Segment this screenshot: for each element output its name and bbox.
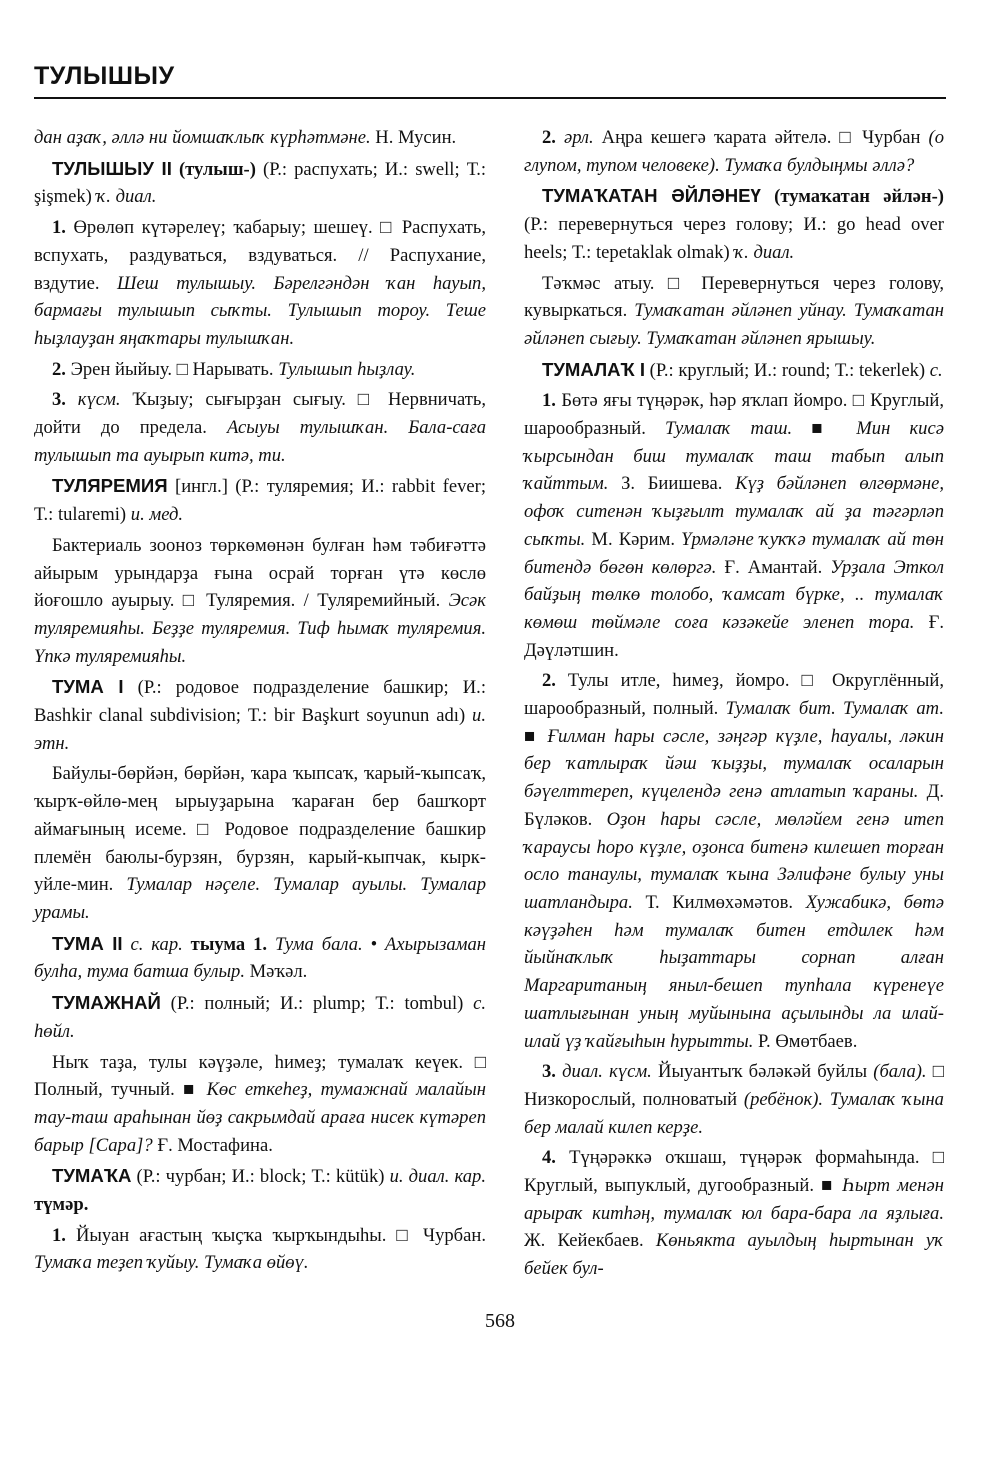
entry-text: З. Биишева. [608,473,736,495]
entry-paragraph [34,356,486,384]
entry-text: 1. [52,1224,66,1246]
entry-text: 3. [52,389,66,411]
entry-text: Ғ. Дәүләтшин. [524,611,945,661]
entry-text: Мәҡәл. [245,961,308,983]
headword: ТУМА I [52,676,124,698]
entry-text: Тумаҡа теҙеп ҡуйыу. Тумаҡа өйөү. [34,1252,309,1274]
entry-text: (тумаҡатан әйлән-) [760,186,944,208]
entry-text: Көньякта ауылдың һыртынан уҡ бейек бул- [524,1230,944,1280]
entry-text: и. диал. кар. [389,1166,486,1188]
entry-text: 1. [542,390,556,412]
entry-text: (Р.: распухать; И.: swell; Т.: şişmek) [34,158,487,208]
entry-text: Эсәк туляремияһы. Беҙҙе туляремия. Тиф һымаҡ туляремия. Үпкә туляремияһы. [34,590,486,667]
entry-text: Бактериаль зооноз төркөмөнән булған һәм тәбиғәттә айырым урындарҙа ғына осрай торған үтә көслө йоғошло ауырыу. □ Туляремия. / Туляремийный. [34,534,486,612]
entry-text: Оҙон һары сәсле, мөләйем генә итеп ҡараусы һоро күҙле, оҙонса битенә килешеп торған осло танаулы, тумалаҡ ҡына Зәлифәне булыу уны шатландыра. [524,808,944,913]
entry-text: (Р.: родовое подразделение башкир; И.: Bashkir clanal subdivision; Т.: bir Başkurt soyunun adı) [34,677,486,727]
entry-text: Н. Мусин. [370,127,457,148]
headword: ТУЛЫШЫУ II [52,157,172,179]
entry-text: с. [929,359,943,381]
headword: ТУМАЖНАЙ [52,992,161,1014]
entry-text: Ж. Кейекбаев. [524,1230,656,1252]
entry-text [267,934,275,955]
entry-text: диал. күсм. [562,1061,652,1083]
entry-text: (Р.: перевернуться через голову; И.: go head over heels; Т.: tepetaklak olmak) [524,214,944,263]
entry-text: Тумаҡатан әйләнеп уйнау. Тумаҡатан әйләнеп сығыу. Тумаҡатан әйләнеп ярышыу. [524,300,944,349]
entry-text: Йыуантыҡ бәләкәй буйлы [651,1061,874,1083]
entry-text: Үрмәләне ҡуҡҡә тумалаҡ ай төн битендә бөгөн көлөргә. [524,528,944,578]
entry-text: Р. Өмөтбаев. [753,1030,858,1052]
entry-text [123,934,131,955]
entry-text: Ғ. Мостафина. [152,1134,273,1156]
entry-text: Т. Килмөхәмәтов. [632,891,806,913]
entry-paragraph [34,532,486,671]
entry-text: □ Низкорослый, полноватый [524,1061,944,1110]
entry-text: Һырт менән арыраҡ китһәң, тумалаҡ юл бара-бара ла яҙлыға. [524,1175,944,1224]
entry-text: Ғ. Амантай. [716,556,831,578]
entry-text: Тулы итле, һимеҙ, йомро. □ Округлённый, шарообразный, полный. [524,670,944,720]
page-number: 568 [485,1310,515,1332]
entry-text: Тума бала. • Ахырызаман булһа, тума батша булыр. [34,933,487,983]
headword: ТУЛЯРЕМИЯ [52,475,168,497]
entry-paragraph [524,182,944,266]
entry-text: 2. [542,670,556,692]
entry-text: Тумалаҡ таш. ■ Мин кисә ҡырсындан биш тумалаҡ таш табып алып ҡайттым. [524,418,944,495]
entry-text: 1. [52,217,66,239]
entry-text: ҡ. диал. [734,241,795,263]
entry-text: әрл. [564,127,594,148]
entry-text: 2. [542,127,556,148]
headword: ТУМАЛАҠ I [542,358,646,380]
entry-paragraph [34,1162,486,1218]
entry-paragraph [34,673,486,757]
entry-text: Тулышып һыҙлау. [278,358,416,380]
entry-paragraph [34,472,486,528]
entry-text: (Р.: чурбан; И.: block; Т.: kütük) [131,1166,390,1188]
entry-text: (о глупом, тупом человеке). Тумаҡа булдыңмы әллә? [524,127,944,176]
entry-text: Ҡыҙыу; сығырҙан сығыу. □ Нервничать, дойти до предела. [34,389,486,439]
entry-text: Йыуан ағастың ҡыҫҡа ҡырҡындыһы. □ Чурбан. [65,1224,486,1246]
entry-paragraph [524,270,944,353]
entry-text: ҡ. диал. [96,186,157,208]
left-column [34,124,486,1280]
entry-paragraph [524,667,944,1055]
entry-paragraph [524,1058,944,1141]
entry-text: Тумалар нәҫеле. Тумалар ауылы. Тумалар урамы. [34,874,487,923]
entry-text: (Р.: полный; И.: plump; Т.: tombul) [160,993,474,1015]
entry-text: Д. Бүләков. [524,781,944,830]
entry-text: (тулыш-) [171,158,256,180]
entry-paragraph [34,930,486,986]
headword: ТУМАҠАТАН ӘЙЛӘНЕҮ [542,185,761,207]
entry-text: Эрен йыйыу. □ Нарывать. [65,358,279,380]
entry-text: (Р.: круглый; И.: round; Т.: tekerlek) [645,359,930,381]
entry-text: Байулы-бөрйән, бөрйән, ҡара ҡыпсаҡ, ҡарый-ҡыпсаҡ, ҡырҡ-өйлө-мең ырыуҙарына ҡараған бер башҡорт аймағының исеме. □ Родовое подразделение башкир племён баюлы-бурзян, бурзян, карый-кыпчак, кырк-уйле-мин. [34,763,486,896]
entry-text: Көс еткеһеҙ, тумажнай малайын тау-таш араһынан йөҙ сакрымдай араға нисек күтәреп барыр [Сара]? [34,1079,486,1156]
entry-paragraph [34,155,486,211]
entry-text: дан аҙаҡ, әллә ни йомшаҡлыҡ күрһәтмәне. [34,127,371,148]
entry-text: с. кар. [130,933,183,955]
entry-paragraph [34,760,486,926]
entry-paragraph [524,387,944,664]
entry-text: Бөтә яғы түңәрәк, һәр яҡлап йомро. □ Круглый, шарообразный. [524,390,944,440]
entry-text: 4. [542,1147,556,1169]
entry-text: Өрөлөп күтәрелеү; ҡабарыу; шешеү. □ Распухать, вспухать, раздуваться, вздуваться. // Распухание, вздутие. [34,217,486,294]
headword: ТУМА II [52,932,123,954]
entry-text: (бала). [873,1061,927,1083]
entry-text: 3. [542,1061,556,1083]
entry-text: күсм. [77,389,121,411]
entry-paragraph [34,214,486,353]
entry-text: М. Кәрим. [585,528,682,550]
entry-text: Түңәрәккә оҡшаш, түңәрәк формаһында. □ Круглый, выпуклый, дугообразный. ■ [524,1147,944,1197]
entry-text: Аңра кешегә ҡарата әйтелә. □ Чурбан [593,127,929,148]
right-column [524,124,944,1286]
entry-text: (ребёнок). Тумалаҡ ҡына бер малай килеп керҙе. [524,1088,944,1138]
entry-text: тыума 1. [182,933,268,955]
entry-text [66,389,78,410]
entry-paragraph [524,356,944,385]
entry-text: Хужабикә, бөтә кәүҙәһен һәм тумалаҡ битен етдилек һәм йыйнаҡлыҡ һыҙаттары сорнап алған Маргаританың яныл-бешеп тупһала күренеүе шатлығынан уның муйынына аҫылынды ла илай-илай үҙ ҡайғыһын һурытты. [524,891,944,1052]
entry-paragraph [34,124,486,152]
entry-paragraph [34,989,486,1045]
entry-text: Күҙ бәйләнеп өлгөрмәне, офоҡ ситенән ҡыҙғылт тумалаҡ ай ҙа тәгәрләп сыҡты. [524,473,944,550]
entry-text: Тумалаҡ бит. Тумалаҡ ат. ■ Ғилман һары сәсле, зәңгәр күҙле, һауалы, ләкин бер ҡатлыраҡ йәш ҡыҙҙы, тумалаҡ осаларын бәүелттереп, күцелендә генә атлатып ҡараны. [524,698,944,803]
entry-text: Ныҡ таҙа, тулы кәүҙәле, һимеҙ; тумалаҡ кеүек. □ Полный, тучный. ■ [34,1051,486,1101]
entry-text [556,127,564,148]
entry-text: и. этн. [34,705,486,754]
entry-text: Тәҡмәс атыу. □ Перевернуться через голову, кувыркаться. [524,272,944,322]
running-header: ТУЛЫШЫУ [34,62,946,99]
entry-paragraph [34,1222,486,1277]
headword: ТУМАҠА [52,1165,132,1187]
entry-text: 2. [52,358,66,380]
entry-text: Шеш тулышыу. Бәрелгәндән ҡан һауып, бармағы тулышып сыҡты. Тулышып тороу. Теше һыҙлауҙан яңаҡтары тулышҡан. [34,272,487,349]
entry-paragraph [34,1049,486,1160]
entry-text: [ингл.] (Р.: туляремия; И.: rabbit fever; Т.: tularemi) [34,476,486,526]
entry-text: с. һөйл. [34,993,486,1042]
entry-text: и. мед. [130,504,184,526]
entry-paragraph [524,124,944,179]
entry-text: Асыуы тулышҡан. Бала-саға тулышып та ауырып китә, ти. [34,417,486,466]
entry-paragraph [34,386,486,469]
entry-paragraph [524,1144,944,1283]
entry-text: түмәр. [34,1194,89,1216]
entry-text: Урҙала Эткол байҙың төлкө толобо, ҡамсат бүрке, .. тумалаҡ көмөш төймәле соға кәзәкейе эленеп тора. [524,556,944,633]
